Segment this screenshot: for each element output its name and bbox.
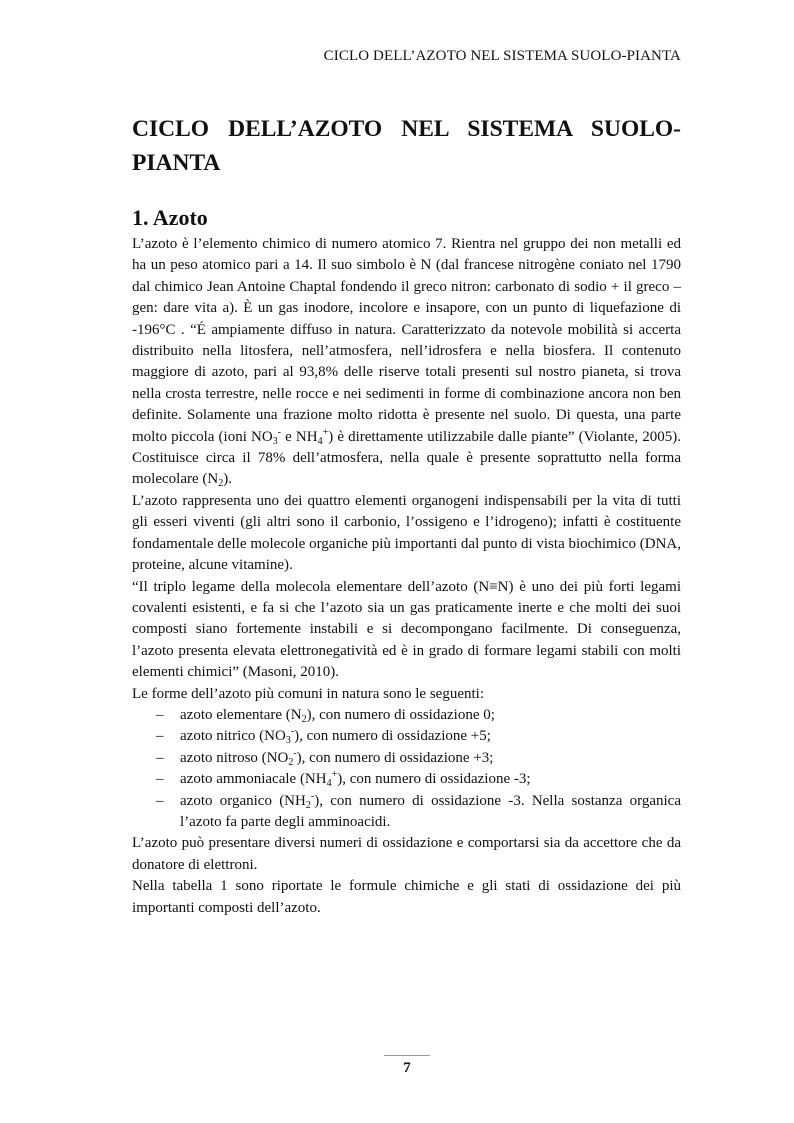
page-content xyxy=(132,112,681,919)
list-item xyxy=(132,769,681,790)
text-run: azoto organico (NH xyxy=(180,792,306,809)
text-run: ), con numero di ossidazione 0; xyxy=(306,706,495,723)
page-number: 7 xyxy=(403,1060,411,1076)
subscript: 3 xyxy=(285,735,291,747)
superscript: + xyxy=(331,769,338,781)
nitrogen-forms-list xyxy=(132,705,681,833)
paragraph-triple-bond: “Il triplo legame della molecola elementare dell’azoto (N≡N) è uno dei più forti legami covalenti esistenti, e fa si che l’azoto sia un gas praticamente inerte e che molti dei suoi composti siano fortemente instabili e si decompongano facilmente. Di conseguenza, l’azoto presenta elevata elettronegatività ed è in grado di formare legami stabili con molti elementi chimici” (Masoni, 2010). xyxy=(132,578,681,681)
text-run: ) è direttamente utilizzabile dalle piante” (Violante, 2005). Costituisce circa il 78% dell’atmosfera, nella quale è presente soprattutto nella forma molecolare (N xyxy=(132,428,681,488)
subscript: 2 xyxy=(218,478,224,490)
list-dash: – xyxy=(156,749,164,766)
text-run: azoto nitrico (NO xyxy=(180,728,286,745)
paragraph-oxidation: L’azoto può presentare diversi numeri di ossidazione e comportarsi sia da accettore che da donatore di elettroni. xyxy=(132,835,681,873)
list-item xyxy=(132,748,681,769)
paragraph-forms-intro: Le forme dell’azoto più comuni in natura sono le seguenti: xyxy=(132,685,484,702)
text-run: ), con numero di ossidazione +5; xyxy=(294,728,491,745)
section-heading: 1. Azoto xyxy=(132,205,208,230)
list-item xyxy=(132,791,681,834)
superscript: + xyxy=(322,426,329,438)
list-dash: – xyxy=(156,792,164,809)
superscript: - xyxy=(310,790,315,802)
text-run: azoto ammoniacale (NH xyxy=(180,771,327,788)
subscript: 4 xyxy=(326,778,332,790)
text-run: ), con numero di ossidazione -3. Nella sostanza organica l’azoto fa parte degli amminoacidi. xyxy=(180,792,681,830)
list-item xyxy=(132,705,681,726)
text-run: L’azoto è l’elemento chimico di numero atomico 7. Rientra nel gruppo dei non metalli ed ha un peso atomico pari a 14. Il suo simbolo è N (dal francese nitrogène coniato nel 1790 dal chimico Jean Antoine Chaptal fondendo il greco nitron: carbonato di sodio + il greco –gen: dare vita a). È un gas inodore, incolore e insapore, con un punto di liquefazione di -196°C . “É ampiamente diffuso in natura. Caratterizzato da notevole mobilità si accerta distribuito nella litosfera, nell’atmosfera, nell’idrosfera e nella biosfera. Il contenuto maggiore di azoto, pari al 93,8% delle riserve totali presenti sul nostro pianeta, si trova nella crosta terrestre, nelle rocce e nei sedimenti in forme di combinazione ancora non ben definite. Solamente una frazione molto ridotta è presente nel suolo. Di questa, una parte molto piccola (ioni NO xyxy=(132,236,681,445)
text-run: azoto nitroso (NO xyxy=(180,749,289,766)
subscript: 3 xyxy=(272,435,278,447)
text-run: e NH xyxy=(281,428,318,445)
list-dash: – xyxy=(156,771,164,788)
text-run: ). xyxy=(223,471,232,488)
superscript: - xyxy=(290,726,295,738)
list-dash: – xyxy=(156,706,164,723)
paragraph-table-ref: Nella tabella 1 sono riportate le formule chimiche e gli stati di ossidazione dei più importanti composti dell’azoto. xyxy=(132,878,681,916)
paragraph-organogeni: L’azoto rappresenta uno dei quattro elementi organogeni indispensabili per la vita di tutti gli esseri viventi (gli altri sono il carbonio, l’ossigeno e l’idrogeno); infatti è costituente fondamentale delle molecole organiche più importanti dal punto di vista biochimico (DNA, proteine, alcune vitamine). xyxy=(132,492,681,574)
chapter-title: CICLO DELL’AZOTO NEL SISTEMA SUOLO-PIANTA xyxy=(132,116,681,176)
list-dash: – xyxy=(156,728,164,745)
subscript: 4 xyxy=(317,435,323,447)
text-run: azoto elementare (N xyxy=(180,706,302,723)
superscript: - xyxy=(293,747,297,759)
subscript: 2 xyxy=(301,713,307,725)
footer-rule xyxy=(384,1055,430,1056)
subscript: 2 xyxy=(305,799,311,811)
running-header: CICLO DELL’AZOTO NEL SISTEMA SUOLO-PIANTA xyxy=(323,48,681,64)
list-item xyxy=(132,726,681,747)
paragraph-intro xyxy=(132,234,681,491)
text-run: ), con numero di ossidazione -3; xyxy=(337,771,531,788)
superscript: - xyxy=(277,426,282,438)
text-run: ), con numero di ossidazione +3; xyxy=(296,749,494,766)
subscript: 2 xyxy=(288,756,294,768)
